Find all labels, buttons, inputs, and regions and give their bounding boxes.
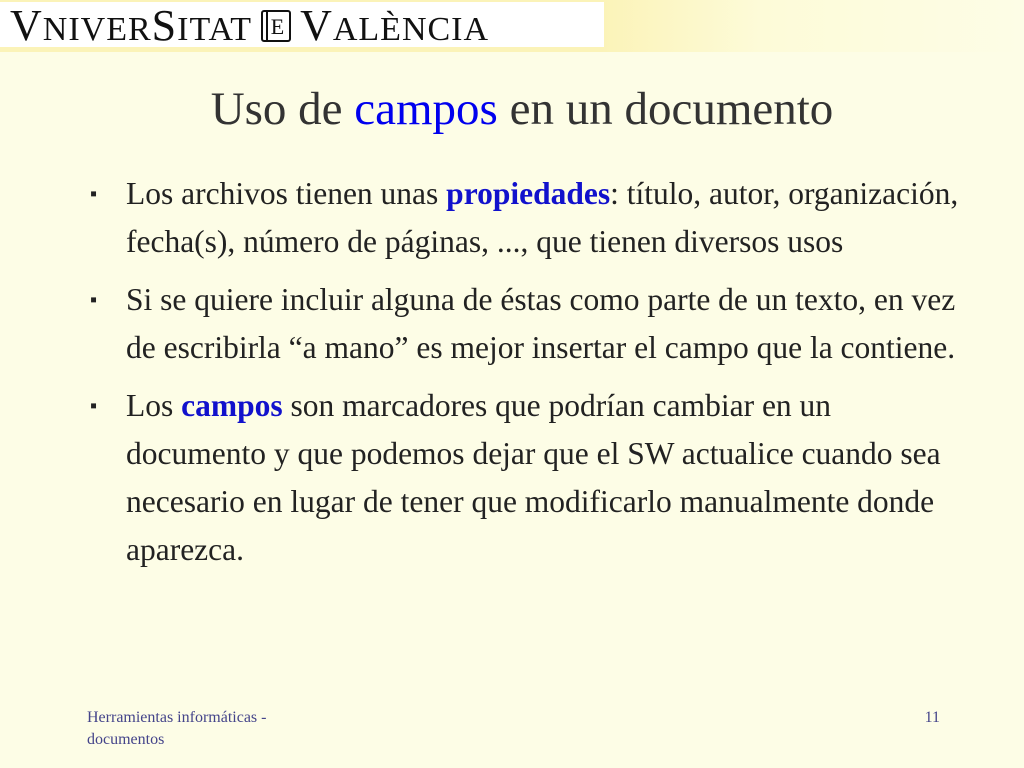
logo-letter: V (10, 1, 43, 50)
bullet-highlight: propiedades (446, 176, 611, 211)
bullet-text: : título, autor, organización, fecha(s), número de páginas, ..., que tienen diversos usos (126, 176, 959, 259)
logo-letter: S (151, 1, 178, 50)
bullet-text: Los archivos tienen unas (126, 176, 447, 211)
bullet-square-icon: ▪ (90, 395, 98, 417)
bullet-item (90, 170, 970, 266)
title-text-end: en un documento (497, 83, 834, 135)
footer-course-title (87, 707, 387, 751)
footer-line: Herramientas informáticas - (87, 709, 267, 726)
logo-letters: ITAT (177, 11, 253, 48)
title-text-start: Uso de (210, 83, 355, 135)
seal-letter: E (270, 14, 286, 39)
university-logo (0, 1, 604, 50)
logo-letters: NIVER (42, 11, 152, 48)
university-seal-icon (258, 8, 294, 44)
bullet-item (90, 276, 970, 372)
page-number: 11 (924, 709, 940, 726)
logo-wordmark (10, 1, 490, 52)
title-accent-word: campos (354, 83, 498, 135)
bullet-list (90, 170, 970, 584)
bullet-item (90, 382, 970, 574)
footer-line: documentos (87, 731, 165, 748)
slide-title (0, 80, 1024, 138)
bullet-text: Los (126, 388, 182, 423)
bullet-text: Si se quiere incluir alguna de éstas como parte de un texto, en vez de escribirla “a mano” es mejor insertar el campo que la contiene. (126, 282, 956, 365)
bullet-highlight: campos (181, 388, 283, 423)
logo-letters: ALÈNCIA (332, 11, 490, 48)
bullet-text: son marcadores que podrían cambiar en un documento y que podemos dejar que el SW actualice cuando sea necesario en lugar de tener que modificarlo manualmente donde aparezca. (126, 388, 941, 567)
bullet-square-icon: ▪ (90, 289, 98, 311)
logo-letter: V (300, 1, 333, 50)
bullet-square-icon: ▪ (90, 183, 98, 205)
